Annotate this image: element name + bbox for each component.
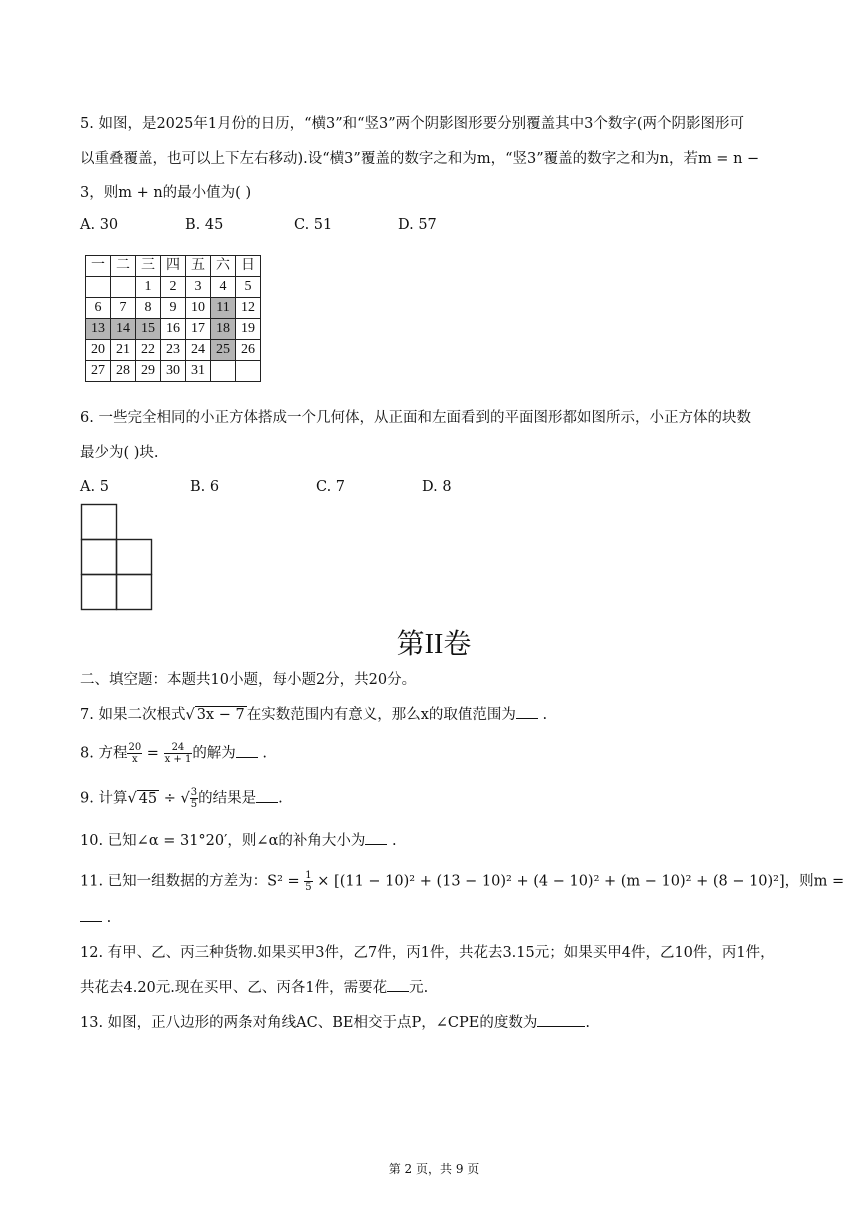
calendar-cell: 31 [186,361,211,382]
calendar-cell: 22 [136,340,161,361]
calendar-header-cell: 三 [136,256,161,277]
q5-option-b[interactable]: B. 45 [185,217,224,233]
q6-option-a[interactable]: A. 5 [80,479,109,495]
calendar-cell: 2 [161,277,186,298]
q11-pre: 11. 已知一组数据的方差为：S² = [80,873,305,890]
q9-radicand: 45 [138,790,158,807]
calendar-cell: 20 [86,340,111,361]
q5-option-c[interactable]: C. 51 [294,217,333,233]
calendar-cell: 16 [161,319,186,340]
q13 [80,1012,590,1033]
calendar-cell: 26 [236,340,261,361]
calendar-cell: 7 [111,298,136,319]
calendar-cell [236,361,261,382]
q8-answer-blank[interactable] [236,743,258,758]
q11-line2 [80,907,111,928]
calendar-cell-shaded: 25 [211,340,236,361]
q13-answer-blank[interactable] [537,1012,585,1027]
calendar-cell: 17 [186,319,211,340]
q9-answer-blank[interactable] [256,788,278,803]
calendar-cell-shaded: 14 [111,319,136,340]
q8-post: 的解为 [192,745,236,762]
q11-fraction: $\frac{1}{5}$ [305,870,312,893]
q5-option-a[interactable]: A. 30 [80,217,119,233]
calendar-cell: 1 [136,277,161,298]
q5-line1: 5. 如图，是2025年1月份的日历，“横3”和“竖3”两个阴影图形要分别覆盖其中3个数字(两个阴影图形可 [80,116,745,132]
q9-post: 的结果是 [198,790,257,807]
calendar-cell: 6 [86,298,111,319]
calendar-cell: 10 [186,298,211,319]
q6-option-c[interactable]: C. 7 [316,479,346,495]
calendar-cell-shaded: 15 [136,319,161,340]
q9-fraction: $\frac{3}{5}$ [190,787,198,810]
calendar-cell: 27 [86,361,111,382]
q6-option-d[interactable]: D. 8 [422,479,452,495]
q7-post: 在实数范围内有意义，那么x的取值范围为 [246,707,516,723]
q9: 9. 计算√ 45 ÷ √ $\frac{3}{5}$ 的结果是 . [80,787,283,810]
q8 [80,742,267,765]
q9-divide: ÷ [159,790,181,807]
q7: 7. 如果二次根式√ 3x − 7 在实数范围内有意义，那么x的取值范围为 . [80,704,547,725]
calendar-row [86,277,261,298]
q8-equals: = [142,745,164,762]
q10 [80,830,397,851]
calendar-row [86,361,261,382]
calendar-cell-shaded: 13 [86,319,111,340]
calendar-header-row [86,256,261,277]
calendar-cell: 24 [186,340,211,361]
calendar-header-cell: 二 [111,256,136,277]
q10-pre: 10. 已知∠α = 31°20′，则∠α的补角大小为 [80,833,366,849]
q6-option-b[interactable]: B. 6 [190,479,220,495]
calendar-cell: 23 [161,340,186,361]
calendar-cell: 3 [186,277,211,298]
q8-fraction-left: $\frac{20}{x}$ [128,742,142,765]
calendar-cell [111,277,136,298]
q5-option-d[interactable]: D. 57 [398,217,437,233]
q12-line2-post: 元. [409,980,429,996]
q12-line2-pre: 共花去4.20元.现在买甲、乙、丙各1件，需要花 [80,980,388,996]
q6-line2: 最少为( )块. [80,445,159,461]
calendar-cell: 5 [236,277,261,298]
calendar-cell-shaded: 18 [211,319,236,340]
calendar-header-cell: 五 [186,256,211,277]
calendar-cell [211,361,236,382]
q12-answer-blank[interactable] [387,977,409,992]
q7-end: . [537,707,548,723]
calendar-cell [86,277,111,298]
calendar-row [86,319,261,340]
q10-end: . [387,833,397,849]
page-footer: 第 2 页，共 9 页 [388,1162,480,1176]
section-title: 第II卷 [396,629,472,660]
q8-end: . [257,745,268,762]
q7-pre: 7. 如果二次根式 [80,707,186,723]
q6-line1: 6. 一些完全相同的小正方体搭成一个几何体，从正面和左面看到的平面图形都如图所示，小正方体的块数 [80,410,751,426]
q12-line2 [80,977,428,998]
q11-end: . [102,910,112,926]
cube-view-diagram [80,503,156,615]
calendar-header-cell: 四 [161,256,186,277]
calendar-row [86,298,261,319]
q8-pre: 8. 方程 [80,745,128,762]
calendar-cell: 9 [161,298,186,319]
q9-pre: 9. 计算 [80,790,128,807]
calendar-cell-shaded: 11 [211,298,236,319]
q13-pre: 13. 如图，正八边形的两条对角线AC、BE相交于点P，∠CPE的度数为 [80,1015,538,1031]
calendar-table [85,255,261,382]
calendar-cell: 21 [111,340,136,361]
q11-line1 [80,870,844,893]
q8-fraction-right: $\frac{24}{x + 1}$ [164,742,192,765]
calendar-cell: 12 [236,298,261,319]
calendar-row [86,340,261,361]
q7-radicand: 3x − 7 [196,707,245,723]
calendar-cell: 30 [161,361,186,382]
q9-end: . [278,790,283,807]
calendar-cell: 4 [211,277,236,298]
calendar-header-cell: 日 [236,256,261,277]
q5-line2: 以重叠覆盖，也可以上下左右移动).设“横3”覆盖的数字之和为m，“竖3”覆盖的数字之和为n，若m = n − [80,151,760,167]
q11-post: × [(11 − 10)² + (13 − 10)² + (4 − 10)² + (m − 10)² + (8 − 10)²]，则m = [312,873,845,890]
calendar-header-cell: 一 [86,256,111,277]
q5-line3: 3，则m + n的最小值为( ) [80,185,252,201]
q12-line1: 12. 有甲、乙、丙三种货物.如果买甲3件，乙7件，丙1件，共花去3.15元；如果买甲4件，乙10件，丙1件， [80,945,775,961]
calendar-cell: 19 [236,319,261,340]
q13-end: . [585,1015,590,1031]
calendar-header-cell: 六 [211,256,236,277]
section2-intro: 二、填空题：本题共10小题，每小题2分，共20分。 [80,672,417,688]
q11-answer-blank[interactable] [80,907,102,922]
calendar-cell: 29 [136,361,161,382]
q10-answer-blank[interactable] [365,830,387,845]
calendar-cell: 28 [111,361,136,382]
calendar-cell: 8 [136,298,161,319]
q7-answer-blank[interactable] [516,704,538,719]
